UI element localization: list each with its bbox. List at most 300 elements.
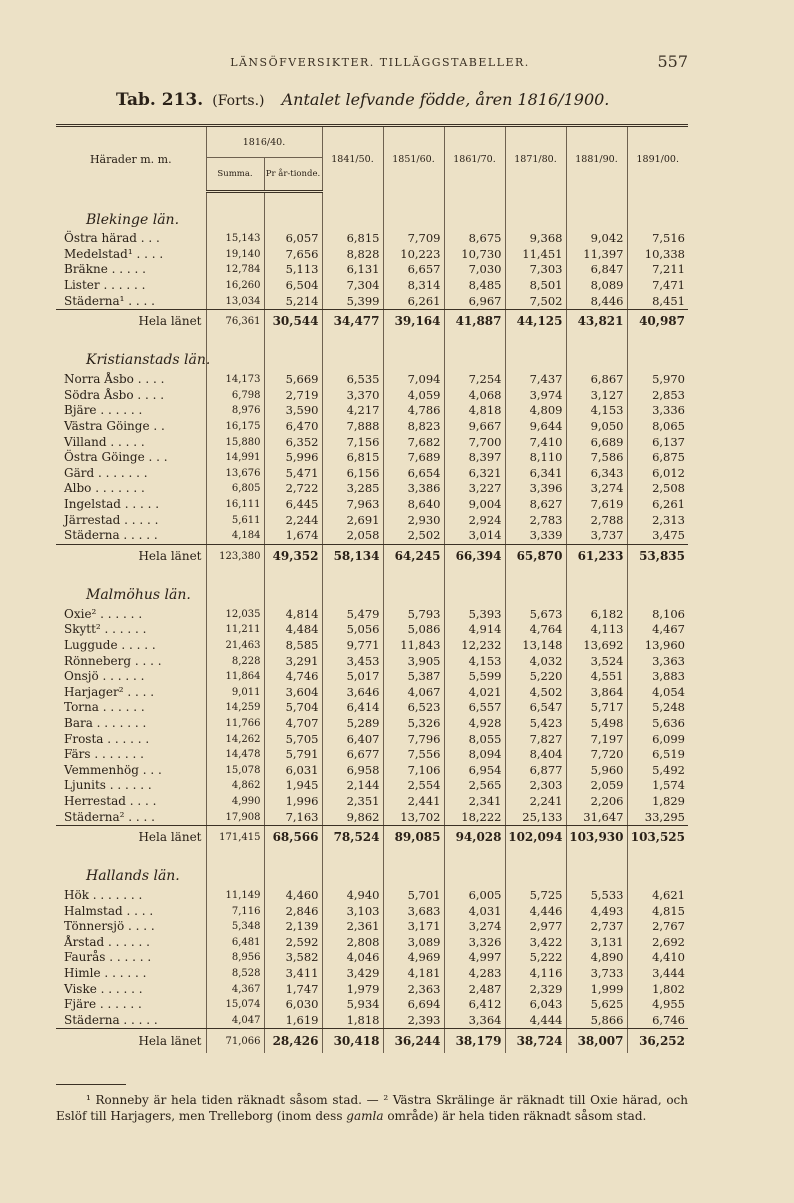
value-cell: 6,005 [444, 888, 505, 904]
value-cell: 5,086 [383, 622, 444, 638]
value-cell: 4,914 [444, 622, 505, 638]
spacer-row [56, 850, 688, 866]
value-cell: 4,467 [627, 622, 688, 638]
value-cell: 5,214 [264, 293, 322, 309]
table-row [56, 481, 688, 497]
district-label: Städerna . . . . . [56, 1013, 206, 1029]
value-cell: 33,295 [627, 809, 688, 825]
district-label: Ingelstad . . . . . [64, 497, 160, 512]
value-cell: 4,184 [206, 528, 264, 544]
value-cell: 6,519 [627, 747, 688, 763]
value-cell: 5,056 [322, 622, 383, 638]
value-cell: 8,110 [505, 450, 566, 466]
value-cell: 3,429 [322, 966, 383, 982]
empty-cell [383, 850, 444, 866]
value-cell: 14,259 [206, 700, 264, 716]
total-value-cell: 171,415 [206, 825, 264, 850]
empty-cell [444, 209, 505, 231]
value-cell: 4,862 [206, 778, 264, 794]
total-value-cell: 43,821 [566, 309, 627, 334]
empty-cell [206, 350, 264, 372]
value-cell: 15,880 [206, 434, 264, 450]
value-cell: 7,211 [627, 262, 688, 278]
value-cell: 6,877 [505, 762, 566, 778]
value-cell: 7,410 [505, 434, 566, 450]
value-cell: 25,133 [505, 809, 566, 825]
empty-cell [206, 569, 264, 585]
col-header-period: 1891/00. [627, 126, 688, 192]
value-cell: 6,137 [627, 434, 688, 450]
value-cell: 4,990 [206, 794, 264, 810]
value-cell: 2,144 [322, 778, 383, 794]
value-cell: 4,484 [264, 622, 322, 638]
running-header [0, 52, 794, 72]
value-cell: 6,481 [206, 935, 264, 951]
table-row [56, 981, 688, 997]
value-cell: 5,113 [264, 262, 322, 278]
section-title: Hallands län. [86, 868, 180, 885]
value-cell: 4,047 [206, 1013, 264, 1029]
total-label: Hela länet [138, 549, 202, 563]
empty-cell [383, 209, 444, 231]
empty-cell [383, 569, 444, 585]
value-cell: 2,393 [383, 1013, 444, 1029]
value-cell: 3,411 [264, 966, 322, 982]
district-label: Herrestad . . . . [64, 793, 157, 808]
value-cell: 3,336 [627, 403, 688, 419]
value-cell: 4,054 [627, 684, 688, 700]
value-cell: 6,414 [322, 700, 383, 716]
value-cell: 1,945 [264, 778, 322, 794]
value-cell: 7,827 [505, 731, 566, 747]
value-cell: 6,875 [627, 450, 688, 466]
value-cell: 6,343 [566, 466, 627, 482]
district-label: Järrestad . . . . . [64, 512, 159, 527]
value-cell: 6,043 [505, 997, 566, 1013]
value-cell: 3,131 [566, 935, 627, 951]
value-cell: 3,227 [444, 481, 505, 497]
total-value-cell: 68,566 [264, 825, 322, 850]
col-header-summa: Summa. [206, 158, 264, 192]
empty-cell [444, 585, 505, 607]
district-label: Vemmenhög . . . [64, 762, 162, 777]
value-cell: 11,766 [206, 716, 264, 732]
table-row [56, 966, 688, 982]
value-cell: 5,498 [566, 716, 627, 732]
value-cell: 1,999 [566, 981, 627, 997]
value-cell: 3,453 [322, 653, 383, 669]
value-cell: 6,689 [566, 434, 627, 450]
district-label: Städerna² . . . . [56, 809, 206, 825]
empty-cell [566, 209, 627, 231]
value-cell: 4,621 [627, 888, 688, 904]
value-cell: 5,479 [322, 607, 383, 623]
table-body [56, 192, 688, 1054]
value-cell: 9,004 [444, 497, 505, 513]
total-value-cell: 41,887 [444, 309, 505, 334]
value-cell: 12,232 [444, 638, 505, 654]
value-cell: 4,367 [206, 981, 264, 997]
empty-cell [505, 585, 566, 607]
total-value-cell: 94,028 [444, 825, 505, 850]
value-cell: 6,470 [264, 419, 322, 435]
value-cell: 5,934 [322, 997, 383, 1013]
value-cell: 5,717 [566, 700, 627, 716]
table-row [56, 935, 688, 951]
table-row [56, 528, 688, 544]
district-label: Norra Åsbo . . . . [64, 372, 165, 387]
empty-cell [383, 350, 444, 372]
total-value-cell: 38,179 [444, 1029, 505, 1054]
value-cell: 8,314 [383, 278, 444, 294]
value-cell: 2,351 [322, 794, 383, 810]
value-cell: 2,808 [322, 935, 383, 951]
value-cell: 5,725 [505, 888, 566, 904]
value-cell: 6,321 [444, 466, 505, 482]
value-cell: 6,030 [264, 997, 322, 1013]
value-cell: 14,991 [206, 450, 264, 466]
value-cell: 6,261 [627, 497, 688, 513]
value-cell: 8,823 [383, 419, 444, 435]
table-row [56, 278, 688, 294]
value-cell: 4,046 [322, 950, 383, 966]
value-cell: 11,864 [206, 669, 264, 685]
district-label: Bara . . . . . . . [64, 715, 147, 730]
value-cell: 8,828 [322, 247, 383, 263]
value-cell: 4,814 [264, 607, 322, 623]
value-cell: 6,847 [566, 262, 627, 278]
value-cell: 5,220 [505, 669, 566, 685]
value-cell: 1,802 [627, 981, 688, 997]
total-value-cell: 49,352 [264, 544, 322, 569]
value-cell: 3,103 [322, 903, 383, 919]
value-cell: 2,846 [264, 903, 322, 919]
value-cell: 18,222 [444, 809, 505, 825]
district-label: Villand . . . . . [64, 434, 145, 449]
value-cell: 7,437 [505, 372, 566, 388]
value-cell: 2,303 [505, 778, 566, 794]
district-label: Tönnersjö . . . . [64, 919, 155, 934]
value-cell: 4,460 [264, 888, 322, 904]
district-label: Skytt² . . . . . . [64, 622, 147, 637]
empty-cell [505, 569, 566, 585]
value-cell: 7,619 [566, 497, 627, 513]
district-label: Frosta . . . . . . [64, 731, 150, 746]
value-cell: 7,709 [383, 231, 444, 247]
total-value-cell: 36,244 [383, 1029, 444, 1054]
value-cell: 6,031 [264, 762, 322, 778]
value-cell: 4,021 [444, 684, 505, 700]
value-cell: 5,705 [264, 731, 322, 747]
value-cell: 3,582 [264, 950, 322, 966]
value-cell: 5,704 [264, 700, 322, 716]
empty-cell [322, 569, 383, 585]
empty-cell [322, 850, 383, 866]
value-cell: 8,675 [444, 231, 505, 247]
section-title: Kristianstads län. [86, 352, 211, 369]
section-header-row [56, 585, 688, 607]
empty-cell [206, 585, 264, 607]
table-row [56, 778, 688, 794]
value-cell: 19,140 [206, 247, 264, 263]
value-cell: 5,348 [206, 919, 264, 935]
value-cell: 2,508 [627, 481, 688, 497]
value-cell: 15,143 [206, 231, 264, 247]
value-cell: 7,516 [627, 231, 688, 247]
value-cell: 9,050 [566, 419, 627, 435]
value-cell: 2,341 [444, 794, 505, 810]
value-cell: 10,338 [627, 247, 688, 263]
value-cell: 2,592 [264, 935, 322, 951]
section-title: Malmöhus län. [86, 587, 191, 603]
value-cell: 4,940 [322, 888, 383, 904]
value-cell: 7,656 [264, 247, 322, 263]
value-cell: 6,654 [383, 466, 444, 482]
empty-cell [627, 334, 688, 350]
value-cell: 7,116 [206, 903, 264, 919]
value-cell: 2,554 [383, 778, 444, 794]
total-value-cell: 78,524 [322, 825, 383, 850]
value-cell: 4,067 [383, 684, 444, 700]
table-row [56, 497, 688, 513]
empty-cell [264, 334, 322, 350]
value-cell: 6,012 [627, 466, 688, 482]
table-row [56, 512, 688, 528]
value-cell: 2,924 [444, 512, 505, 528]
value-cell: 3,326 [444, 935, 505, 951]
district-label: Faurås . . . . . . [64, 950, 152, 965]
value-cell: 13,692 [566, 638, 627, 654]
value-cell: 5,791 [264, 747, 322, 763]
value-cell: 5,669 [264, 372, 322, 388]
value-cell: 7,963 [322, 497, 383, 513]
value-cell: 2,788 [566, 512, 627, 528]
value-cell: 7,304 [322, 278, 383, 294]
table-row [56, 919, 688, 935]
value-cell: 8,446 [566, 293, 627, 309]
empty-cell [627, 350, 688, 372]
total-value-cell: 76,361 [206, 309, 264, 334]
table-caption: Antalet lefvande födde, åren 1816/1900. [281, 90, 610, 109]
table-row [56, 622, 688, 638]
value-cell: 6,958 [322, 762, 383, 778]
value-cell: 5,701 [383, 888, 444, 904]
value-cell: 6,504 [264, 278, 322, 294]
district-label: Hök . . . . . . . [64, 888, 143, 903]
value-cell: 3,339 [505, 528, 566, 544]
district-label: Oxie² . . . . . . [64, 606, 143, 621]
value-cell: 8,404 [505, 747, 566, 763]
empty-cell [383, 585, 444, 607]
value-cell: 2,502 [383, 528, 444, 544]
value-cell: 10,730 [444, 247, 505, 263]
value-cell: 2,853 [627, 388, 688, 404]
table-number: Tab. 213. [116, 90, 204, 110]
value-cell: 3,524 [566, 653, 627, 669]
total-value-cell: 61,233 [566, 544, 627, 569]
table-row [56, 293, 688, 309]
district-label: Harjager² . . . . [64, 684, 155, 699]
value-cell: 4,502 [505, 684, 566, 700]
empty-cell [566, 585, 627, 607]
value-cell: 12,784 [206, 262, 264, 278]
district-label: Ljunits . . . . . . [64, 778, 152, 793]
total-value-cell: 65,870 [505, 544, 566, 569]
value-cell: 1,674 [264, 528, 322, 544]
value-cell: 4,068 [444, 388, 505, 404]
value-cell: 7,796 [383, 731, 444, 747]
total-value-cell: 64,245 [383, 544, 444, 569]
total-row [56, 825, 688, 850]
district-label: Bjäre . . . . . . [64, 403, 143, 418]
district-label: Gärd . . . . . . . [64, 465, 148, 480]
value-cell: 5,625 [566, 997, 627, 1013]
value-cell: 3,127 [566, 388, 627, 404]
empty-cell [444, 866, 505, 888]
empty-cell [264, 850, 322, 866]
value-cell: 5,599 [444, 669, 505, 685]
total-value-cell: 36,252 [627, 1029, 688, 1054]
value-cell: 14,262 [206, 731, 264, 747]
value-cell: 5,387 [383, 669, 444, 685]
total-value-cell: 123,380 [206, 544, 264, 569]
value-cell: 13,960 [627, 638, 688, 654]
value-cell: 6,954 [444, 762, 505, 778]
value-cell: 13,676 [206, 466, 264, 482]
district-label: Himle . . . . . . [64, 966, 147, 981]
value-cell: 6,867 [566, 372, 627, 388]
value-cell: 2,719 [264, 388, 322, 404]
value-cell: 3,285 [322, 481, 383, 497]
col-header-period: 1871/80. [505, 126, 566, 192]
value-cell: 4,928 [444, 716, 505, 732]
value-cell: 17,908 [206, 809, 264, 825]
value-cell: 5,996 [264, 450, 322, 466]
value-cell: 6,677 [322, 747, 383, 763]
value-cell: 7,700 [444, 434, 505, 450]
value-cell: 6,815 [322, 231, 383, 247]
empty-cell [264, 350, 322, 372]
value-cell: 4,818 [444, 403, 505, 419]
value-cell: 6,523 [383, 700, 444, 716]
empty-cell [264, 569, 322, 585]
empty-cell [627, 192, 688, 210]
value-cell: 4,890 [566, 950, 627, 966]
empty-cell [264, 192, 322, 210]
value-cell: 21,463 [206, 638, 264, 654]
empty-cell [627, 850, 688, 866]
district-label: Rönneberg . . . . [64, 653, 162, 668]
value-cell: 3,422 [505, 935, 566, 951]
value-cell: 6,815 [322, 450, 383, 466]
district-label: Östra Göinge . . . [64, 450, 168, 465]
value-cell: 4,815 [627, 903, 688, 919]
value-cell: 1,818 [322, 1013, 383, 1029]
value-cell: 7,471 [627, 278, 688, 294]
spacer-row [56, 192, 688, 210]
empty-cell [206, 192, 264, 210]
value-cell: 2,139 [264, 919, 322, 935]
value-cell: 5,970 [627, 372, 688, 388]
value-cell: 8,585 [264, 638, 322, 654]
col-header-district: Härader m. m. [56, 126, 206, 192]
value-cell: 4,031 [444, 903, 505, 919]
value-cell: 7,682 [383, 434, 444, 450]
district-label: Färs . . . . . . . [64, 747, 144, 762]
table-row [56, 403, 688, 419]
label-cell [56, 850, 206, 866]
total-label: Hela länet [138, 314, 202, 329]
value-cell: 7,156 [322, 434, 383, 450]
value-cell: 5,673 [505, 607, 566, 623]
footnote-part: område) är hela tiden räknadt såsom stad. [383, 1109, 647, 1123]
value-cell: 5,636 [627, 716, 688, 732]
section-title: Blekinge län. [86, 211, 180, 228]
value-cell: 8,528 [206, 966, 264, 982]
value-cell: 1,574 [627, 778, 688, 794]
value-cell: 8,106 [627, 607, 688, 623]
empty-cell [566, 850, 627, 866]
total-value-cell: 39,164 [383, 309, 444, 334]
value-cell: 7,094 [383, 372, 444, 388]
value-cell: 2,487 [444, 981, 505, 997]
value-cell: 2,783 [505, 512, 566, 528]
empty-cell [627, 209, 688, 231]
value-cell: 8,228 [206, 653, 264, 669]
value-cell: 6,057 [264, 231, 322, 247]
value-cell: 3,363 [627, 653, 688, 669]
total-value-cell: 38,724 [505, 1029, 566, 1054]
value-cell: 6,352 [264, 434, 322, 450]
value-cell: 9,368 [505, 231, 566, 247]
table-row [56, 1013, 688, 1029]
value-cell: 4,444 [505, 1013, 566, 1029]
total-value-cell: 71,066 [206, 1029, 264, 1054]
births-table [56, 124, 688, 1053]
district-label: Albo . . . . . . . [64, 481, 145, 496]
district-label: Luggude . . . . . [64, 637, 156, 652]
col-header-period: 1881/90. [566, 126, 627, 192]
district-label: Västra Göinge . . [64, 419, 165, 434]
section-header-row [56, 866, 688, 888]
value-cell: 5,471 [264, 466, 322, 482]
value-cell: 15,078 [206, 762, 264, 778]
total-value-cell: 44,125 [505, 309, 566, 334]
value-cell: 5,866 [566, 1013, 627, 1029]
value-cell: 2,241 [505, 794, 566, 810]
empty-cell [264, 585, 322, 607]
col-header-period: 1841/50. [322, 126, 383, 192]
value-cell: 5,017 [322, 669, 383, 685]
empty-cell [627, 585, 688, 607]
empty-cell [383, 866, 444, 888]
empty-cell [444, 334, 505, 350]
value-cell: 4,446 [505, 903, 566, 919]
footnote-text [56, 1092, 688, 1124]
value-cell: 6,535 [322, 372, 383, 388]
value-cell: 1,829 [627, 794, 688, 810]
table-row [56, 950, 688, 966]
value-cell: 11,843 [383, 638, 444, 654]
value-cell: 4,116 [505, 966, 566, 982]
footnote-part: ¹ Ronneby är hela tiden räknadt såsom stad. — ² Västra Skrälinge är räknadt till Oxie härad, och Eslöf till Harjagers, men Trelleborg (inom dess [56, 1093, 688, 1123]
value-cell: 5,399 [322, 293, 383, 309]
value-cell: 6,182 [566, 607, 627, 623]
empty-cell [566, 350, 627, 372]
empty-cell [444, 850, 505, 866]
table-row [56, 731, 688, 747]
value-cell: 4,181 [383, 966, 444, 982]
